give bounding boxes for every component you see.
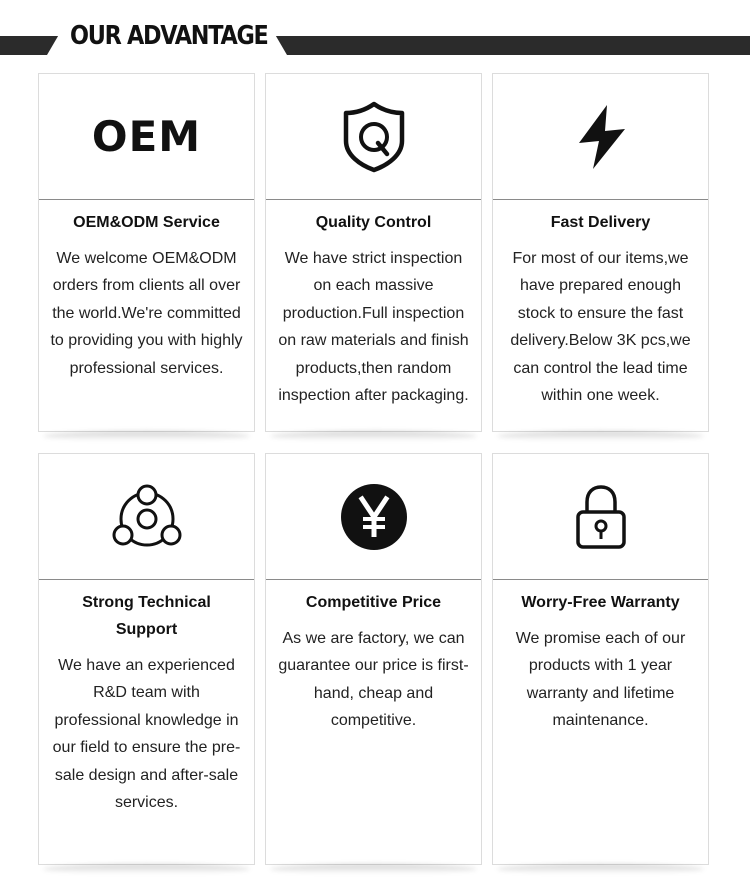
card-divider	[493, 199, 708, 200]
card-icon-area	[39, 74, 254, 199]
advantage-card-delivery	[492, 73, 709, 432]
card-divider	[493, 579, 708, 580]
yen-coin-icon	[340, 483, 408, 551]
card-description: We have an experienced R&D team with professional knowledge in our field to ensure the pre-sale design and after-sale services.	[52, 657, 241, 812]
card-icon-area	[266, 74, 481, 199]
card-icon-area	[39, 454, 254, 579]
card-title: OEM&ODM Service	[73, 214, 220, 231]
card-icon-area	[266, 454, 481, 579]
shield-q-icon	[342, 101, 406, 173]
card-title: Strong Technical Support	[82, 594, 211, 638]
card-icon-area	[493, 454, 708, 579]
advantage-card-technical	[38, 453, 255, 865]
advantage-card-oem	[38, 73, 255, 432]
card-divider	[266, 199, 481, 200]
card-description: For most of our items,we have prepared enough stock to ensure the fast delivery.Below 3K pcs,we can control the lead time within one week.	[510, 250, 691, 405]
advantage-card-warranty	[492, 453, 709, 865]
card-divider	[39, 579, 254, 580]
padlock-icon	[575, 484, 627, 550]
card-description: We welcome OEM&ODM orders from clients all over the world.We're committed to providing you with highly professional services.	[50, 250, 243, 377]
section-title: OUR ADVANTAGE	[70, 21, 268, 51]
card-title: Fast Delivery	[550, 214, 651, 231]
card-title: Quality Control	[315, 214, 432, 231]
network-circles-icon	[111, 483, 183, 551]
card-description: As we are factory, we can guarantee our price is first-hand, cheap and competitive.	[278, 630, 469, 730]
card-description: We have strict inspection on each massive production.Full inspection on raw materials and finish products,then random inspection after packaging.	[278, 250, 469, 405]
card-icon-area	[493, 74, 708, 199]
card-title: Worry-Free Warranty	[521, 594, 680, 611]
card-divider	[266, 579, 481, 580]
card-title: Competitive Price	[305, 594, 442, 611]
lightning-icon	[573, 103, 629, 171]
advantage-card-price	[265, 453, 482, 865]
advantage-card-quality	[265, 73, 482, 432]
card-divider	[39, 199, 254, 200]
section-header	[0, 0, 750, 60]
card-description: We promise each of our products with 1 year warranty and lifetime maintenance.	[515, 630, 686, 730]
oem-text-icon: OEM	[91, 112, 202, 161]
